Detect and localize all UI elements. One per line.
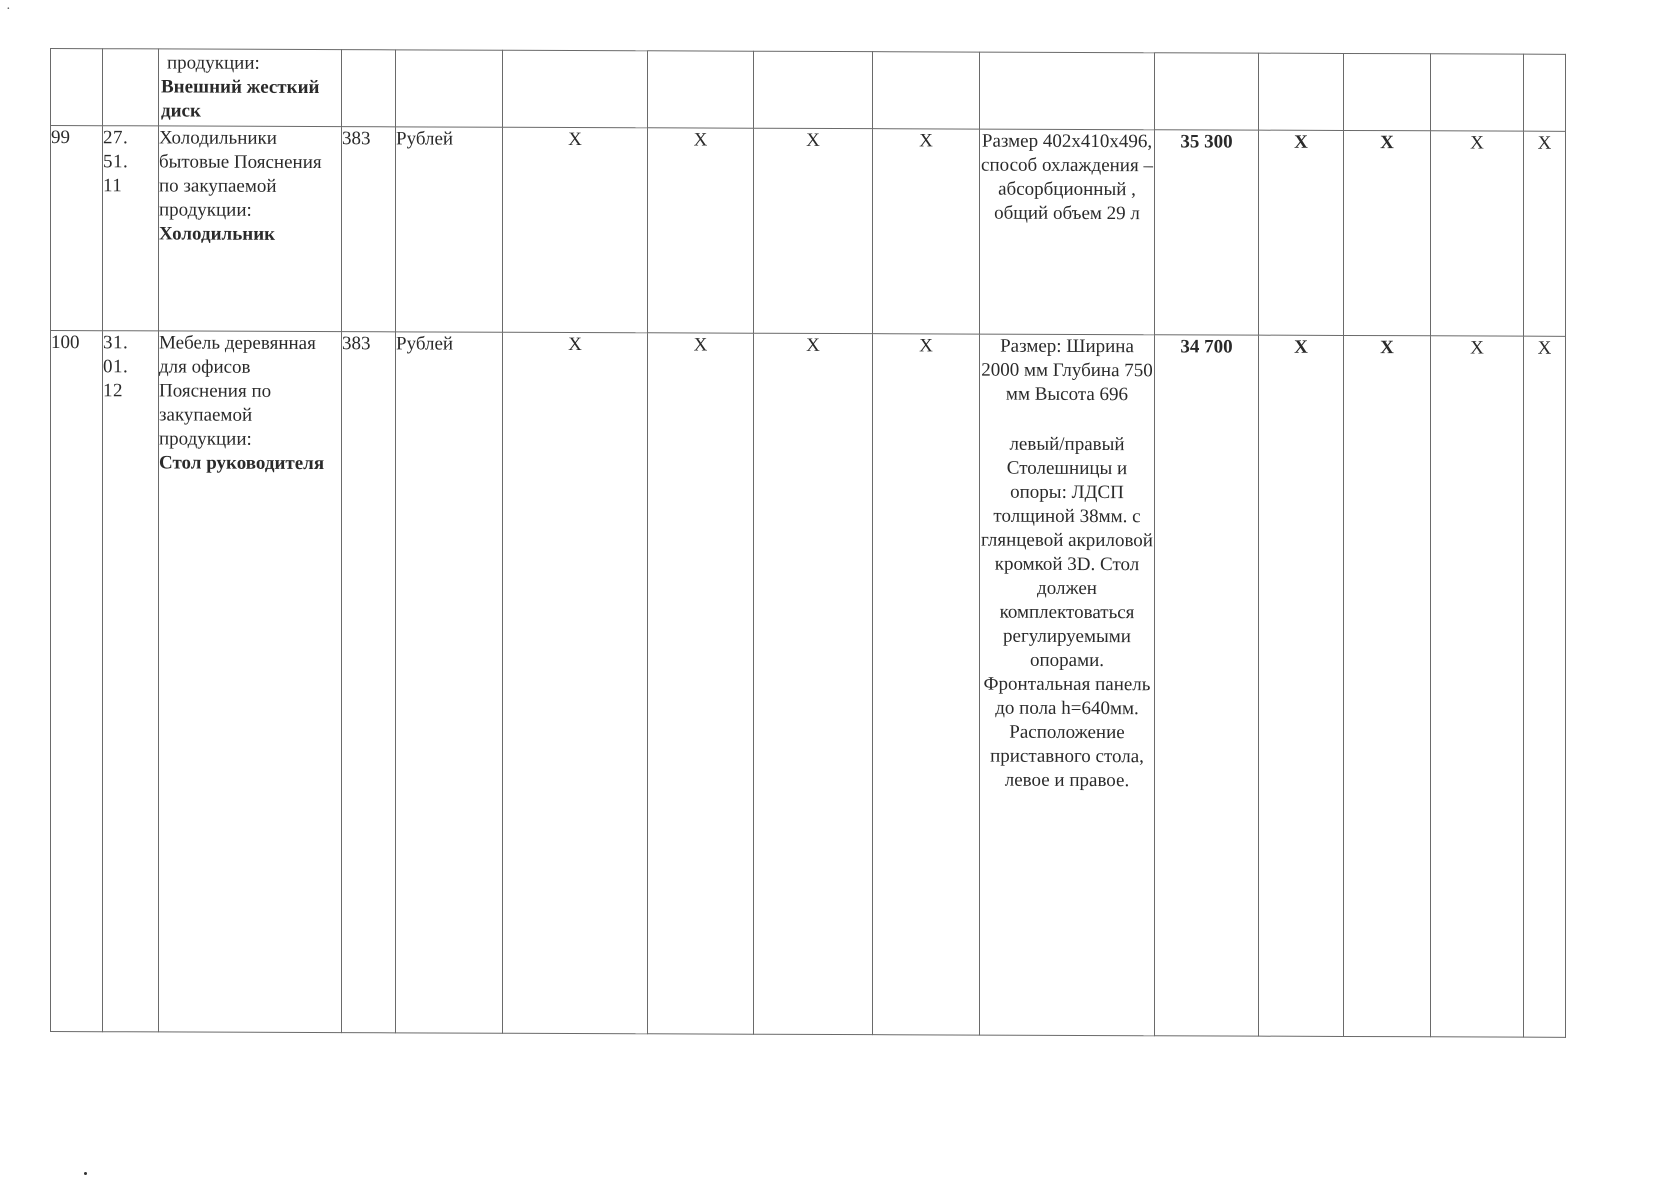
name-text: Мебель деревянная для офисов Пояснения по закупаемой продукции: — [159, 332, 316, 450]
okpd-code: 27. 51. 11 — [103, 126, 159, 331]
name-bold-text: Внешний жесткий диск — [161, 76, 320, 122]
cell-x — [503, 50, 648, 128]
scan-speck: · — [6, 2, 11, 17]
x-mark: X — [1259, 335, 1344, 1036]
name-bold-text: Холодильник — [159, 223, 276, 245]
unit-label: Рублей — [396, 127, 503, 332]
cell-num — [51, 49, 103, 126]
table-row — [51, 126, 1566, 337]
cell-desc — [980, 52, 1155, 130]
x-mark: X — [503, 332, 648, 1034]
x-mark: X — [873, 129, 980, 334]
okpd-code: 31. 01. 12 — [103, 331, 159, 1032]
x-mark: X — [754, 333, 873, 1034]
x-mark: X — [754, 128, 873, 333]
x-mark: X — [1344, 335, 1431, 1036]
cell-x — [873, 52, 980, 129]
row-number: 99 — [51, 126, 103, 331]
cell-unit — [396, 50, 503, 127]
cell-okei — [342, 50, 396, 127]
spacer — [980, 407, 1154, 434]
x-mark: X — [648, 333, 754, 1034]
cell-x — [1259, 53, 1344, 130]
cell-x — [754, 51, 873, 128]
x-mark: X — [503, 127, 648, 333]
cell-name — [159, 49, 342, 127]
unit-label: Рублей — [396, 332, 503, 1033]
characteristics — [980, 334, 1155, 1036]
cell-name — [159, 331, 342, 1033]
table-row — [51, 331, 1566, 1038]
cell-x — [1344, 53, 1431, 130]
x-mark: X — [1259, 130, 1344, 335]
procurement-table — [50, 48, 1566, 1038]
scan-dot — [84, 1172, 87, 1175]
cell-price — [1155, 53, 1259, 130]
x-mark: X — [1524, 336, 1566, 1037]
table-row-continued — [51, 49, 1566, 132]
row-number: 100 — [51, 331, 103, 1032]
okei-code: 383 — [342, 332, 396, 1033]
x-mark: X — [1344, 130, 1431, 335]
characteristics: Размер 402x410x496, способ охлаждения – абсорбционный , общий объем 29 л — [980, 129, 1155, 335]
price-value: 34 700 — [1155, 335, 1259, 1036]
x-mark: X — [873, 334, 980, 1035]
name-text: продукции: — [167, 52, 260, 74]
x-mark: X — [1524, 131, 1566, 336]
cell-x — [1524, 54, 1566, 131]
x-mark: X — [1431, 336, 1524, 1037]
x-mark: X — [1431, 131, 1524, 336]
price-value: 35 300 — [1155, 130, 1259, 335]
characteristics-size: Размер: Ширина 2000 мм Глубина 750 мм Высота 696 — [981, 335, 1153, 406]
okei-code: 383 — [342, 127, 396, 332]
x-mark: X — [648, 128, 754, 333]
cell-name — [159, 126, 342, 332]
name-bold-text: Стол руководителя — [159, 452, 325, 475]
characteristics-details: левый/правый Столешницы и опоры: ЛДСП толщиной 38мм. с глянцевой акриловой кромкой 3D. Стол должен комплектоваться регулируемыми опорами. Фронтальная панель до пола h=640мм. Расположение приставного стола, левое и правое. — [981, 433, 1153, 792]
cell-code — [103, 49, 159, 126]
cell-x — [1431, 54, 1524, 131]
name-text: Холодильники бытовые Пояснения по закупаемой продукции: — [159, 127, 322, 221]
cell-x — [648, 51, 754, 128]
